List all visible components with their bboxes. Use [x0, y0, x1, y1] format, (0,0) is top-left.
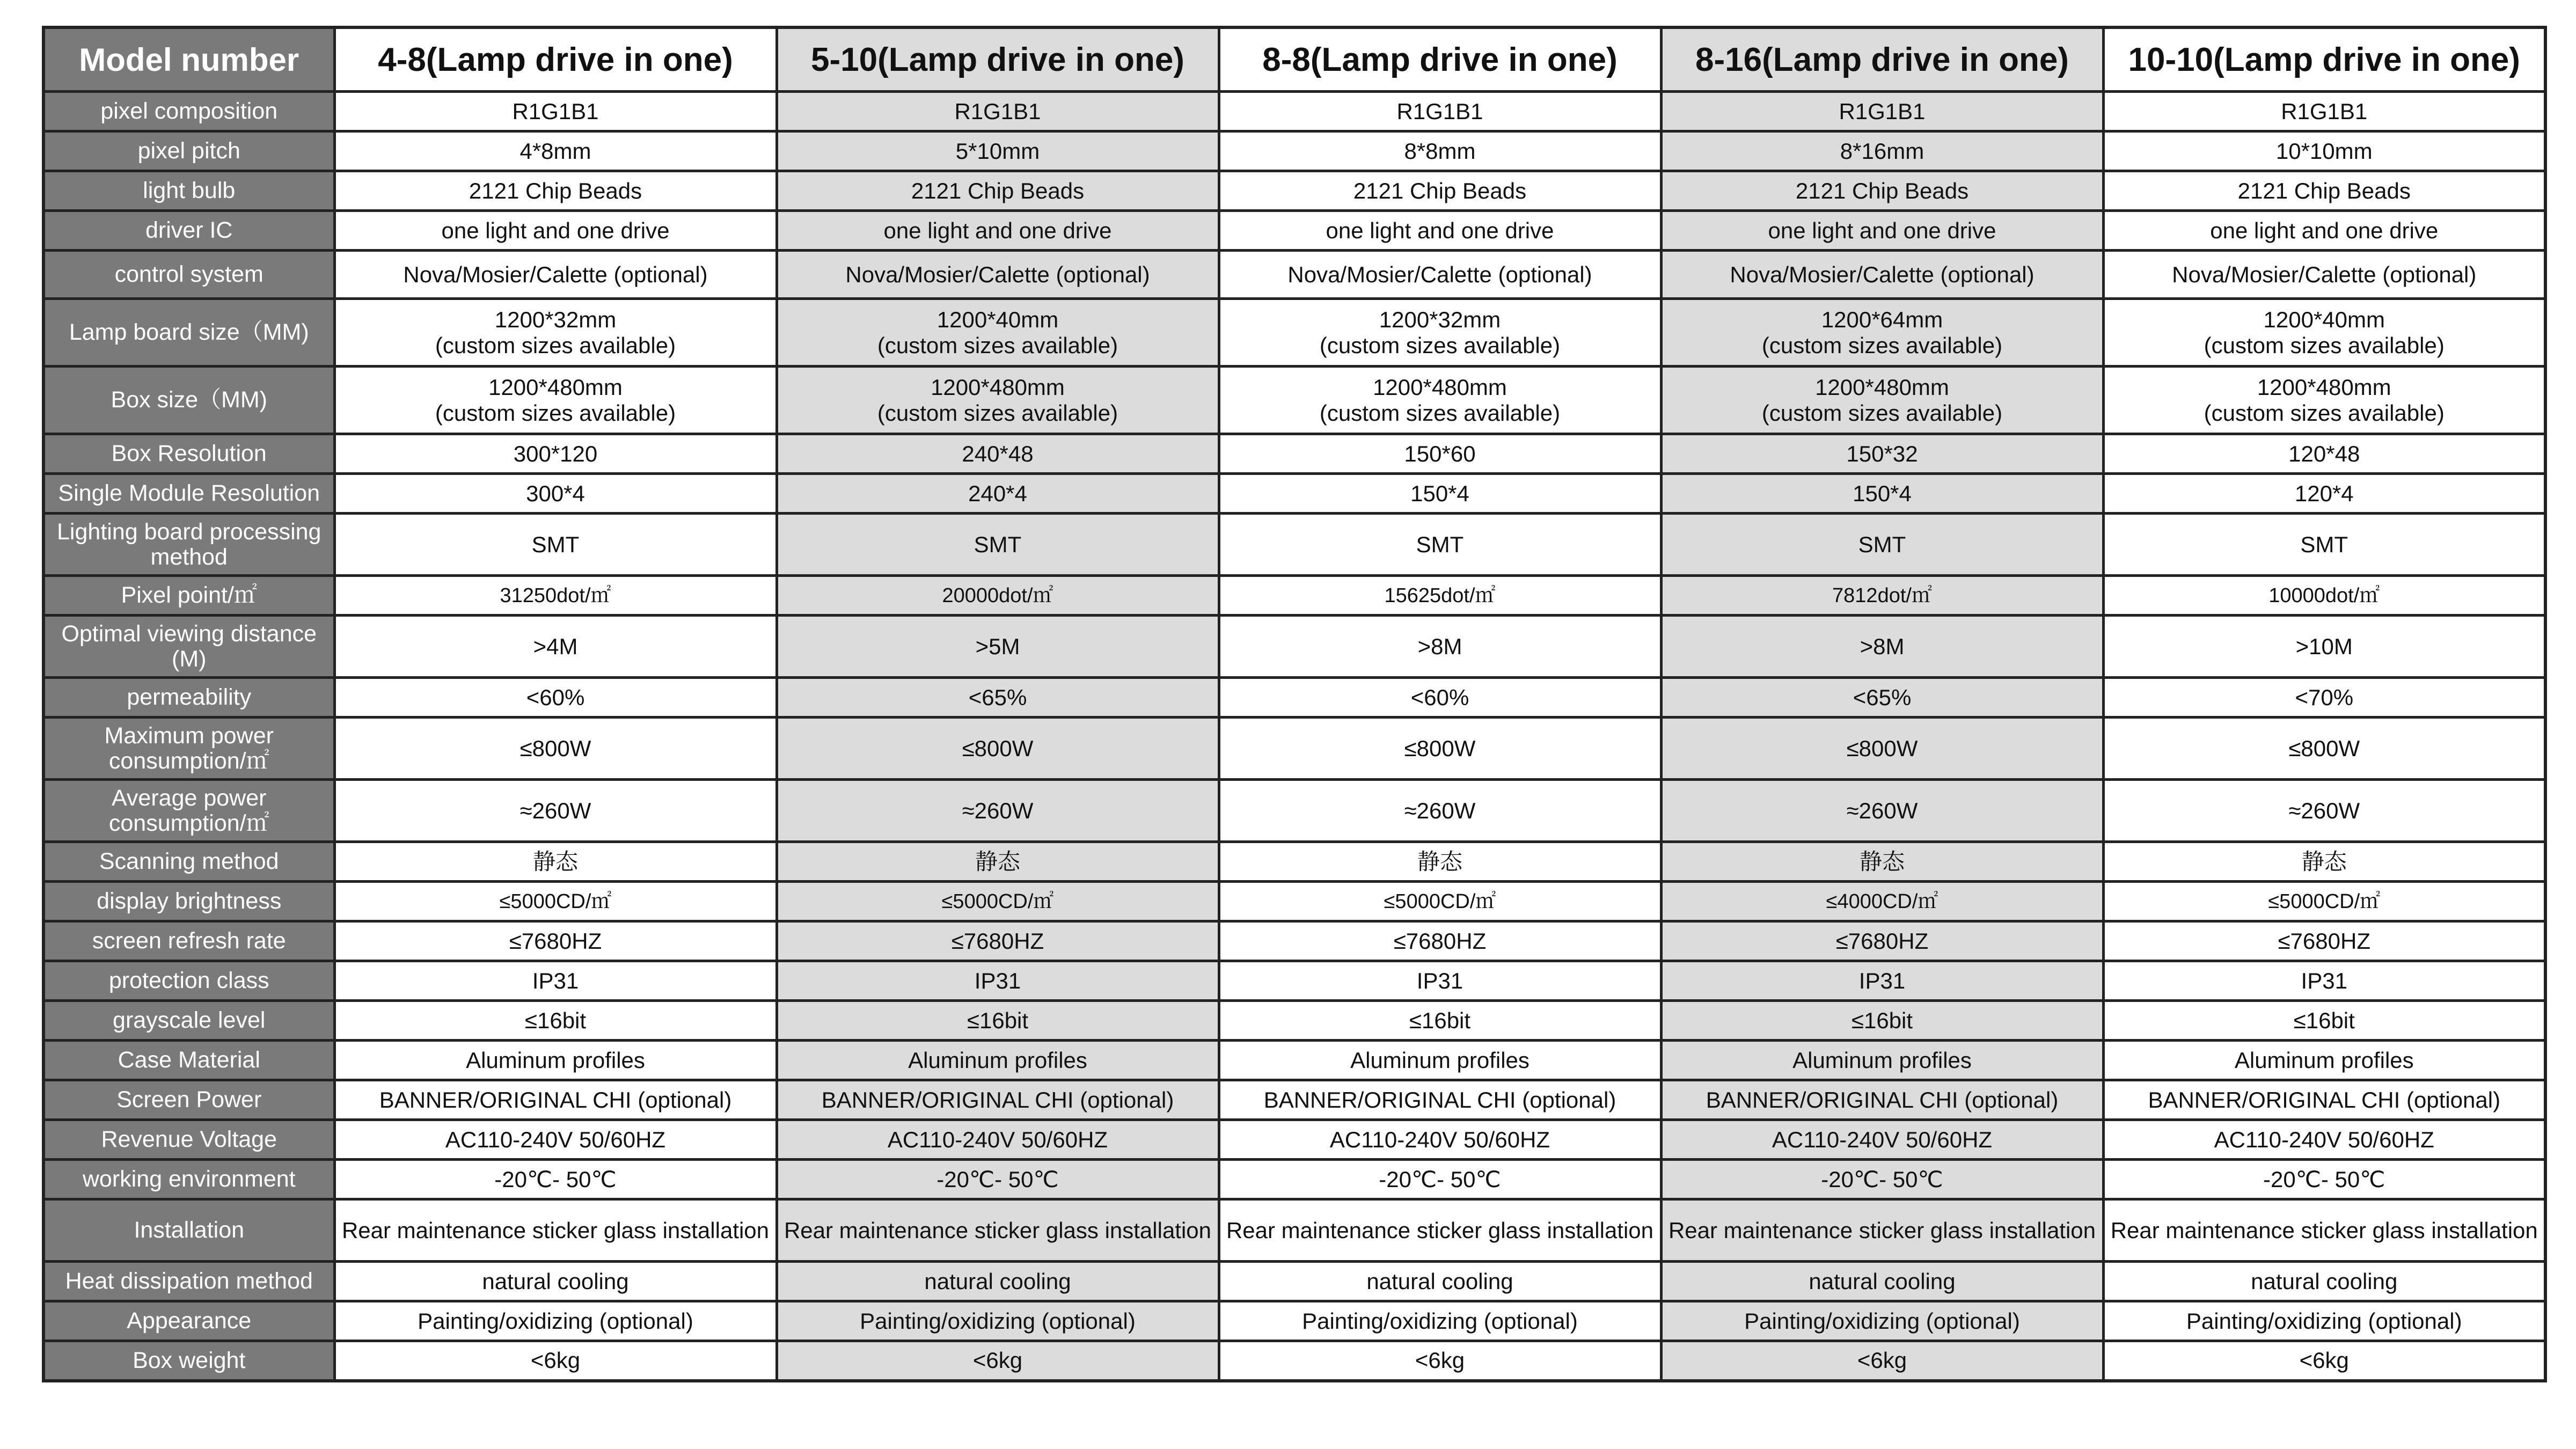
spec-cell: <65% [1661, 678, 2103, 718]
model-header: 8-16(Lamp drive in one) [1661, 27, 2103, 92]
row-label: Optimal viewing distance (M) [43, 616, 334, 678]
spec-row-average-power-consumption [43, 780, 2545, 842]
spec-cell: ≤16bit [334, 1001, 777, 1041]
spec-row-pixel-point [43, 576, 2545, 616]
spec-cell: ≤800W [334, 718, 777, 780]
spec-cell: IP31 [777, 961, 1219, 1001]
row-label: light bulb [43, 171, 334, 211]
spec-row-display-brightness [43, 882, 2545, 921]
spec-cell: 240*48 [777, 434, 1219, 474]
spec-cell: Rear maintenance sticker glass installation [777, 1199, 1219, 1262]
header-row [43, 27, 2545, 92]
spec-row-heat-dissipation-method [43, 1262, 2545, 1301]
row-label: Appearance [43, 1301, 334, 1341]
spec-cell: ≤5000CD/㎡ [334, 882, 777, 921]
model-header: 8-8(Lamp drive in one) [1219, 27, 1661, 92]
spec-cell: 7812dot/㎡ [1661, 576, 2103, 616]
spec-body [43, 92, 2545, 1381]
spec-cell: >10M [2103, 616, 2545, 678]
spec-cell-line: 1200*480mm [488, 374, 623, 400]
spec-cell: Rear maintenance sticker glass installation [1661, 1199, 2103, 1262]
row-label: Case Material [43, 1041, 334, 1080]
row-label: protection class [43, 961, 334, 1001]
spec-cell: 240*4 [777, 474, 1219, 514]
spec-cell: natural cooling [777, 1262, 1219, 1301]
row-label: grayscale level [43, 1001, 334, 1041]
spec-cell-line: (custom sizes available) [877, 332, 1118, 358]
row-label: permeability [43, 678, 334, 718]
spec-row-control-system [43, 251, 2545, 299]
spec-cell: Aluminum profiles [1661, 1041, 2103, 1080]
model-number-header: Model number [43, 27, 334, 92]
spec-cell: ≤16bit [1661, 1001, 2103, 1041]
row-label: Installation [43, 1199, 334, 1262]
spec-cell-line: (custom sizes available) [1761, 400, 2003, 426]
spec-cell: ≤7680HZ [334, 921, 777, 961]
spec-cell: 150*60 [1219, 434, 1661, 474]
spec-cell: SMT [334, 514, 777, 576]
spec-cell: IP31 [2103, 961, 2545, 1001]
row-label: Revenue Voltage [43, 1120, 334, 1160]
spec-cell: R1G1B1 [334, 92, 777, 131]
spec-cell: natural cooling [1219, 1262, 1661, 1301]
spec-cell-line: 1200*64mm [1821, 306, 1943, 332]
spec-cell-line: 1200*480mm [1815, 374, 1949, 400]
model-header: 4-8(Lamp drive in one) [334, 27, 777, 92]
spec-cell [334, 299, 777, 367]
spec-cell: Painting/oxidizing (optional) [1219, 1301, 1661, 1341]
spec-cell: ≤7680HZ [1219, 921, 1661, 961]
spec-row-screen-refresh-rate [43, 921, 2545, 961]
spec-cell: -20℃- 50℃ [777, 1160, 1219, 1199]
spec-cell: Painting/oxidizing (optional) [1661, 1301, 2103, 1341]
model-header: 5-10(Lamp drive in one) [777, 27, 1219, 92]
spec-cell: natural cooling [334, 1262, 777, 1301]
spec-cell: R1G1B1 [1661, 92, 2103, 131]
spec-cell [1661, 367, 2103, 434]
spec-cell [1219, 299, 1661, 367]
spec-cell: IP31 [1219, 961, 1661, 1001]
spec-cell: 2121 Chip Beads [777, 171, 1219, 211]
spec-cell-line: (custom sizes available) [1761, 332, 2003, 358]
spec-cell: one light and one drive [1661, 211, 2103, 251]
spec-cell: -20℃- 50℃ [1219, 1160, 1661, 1199]
spec-cell: ≤7680HZ [2103, 921, 2545, 961]
row-label: Heat dissipation method [43, 1262, 334, 1301]
spec-cell: IP31 [1661, 961, 2103, 1001]
spec-cell: ≤7680HZ [777, 921, 1219, 961]
spec-cell: <60% [1219, 678, 1661, 718]
spec-cell: 2121 Chip Beads [1661, 171, 2103, 211]
spec-cell: Aluminum profiles [2103, 1041, 2545, 1080]
row-label: Box Resolution [43, 434, 334, 474]
row-label: working environment [43, 1160, 334, 1199]
spec-cell: BANNER/ORIGINAL CHI (optional) [1661, 1080, 2103, 1120]
spec-cell: >5M [777, 616, 1219, 678]
spec-row-lighting-board-processing-method [43, 514, 2545, 576]
row-label: Lighting board processing method [43, 514, 334, 576]
spec-cell: BANNER/ORIGINAL CHI (optional) [1219, 1080, 1661, 1120]
spec-cell [2103, 367, 2545, 434]
spec-cell: ≤800W [2103, 718, 2545, 780]
spec-cell: AC110-240V 50/60HZ [1661, 1120, 2103, 1160]
spec-cell: natural cooling [2103, 1262, 2545, 1301]
row-label: pixel composition [43, 92, 334, 131]
spec-cell-line: 1200*32mm [494, 306, 617, 332]
row-label: control system [43, 251, 334, 299]
spec-cell: 150*32 [1661, 434, 2103, 474]
spec-cell: Rear maintenance sticker glass installation [334, 1199, 777, 1262]
spec-cell: <6kg [1219, 1341, 1661, 1381]
spec-row-installation [43, 1199, 2545, 1262]
spec-cell: Nova/Mosier/Calette (optional) [777, 251, 1219, 299]
spec-cell: natural cooling [1661, 1262, 2103, 1301]
spec-cell: <6kg [777, 1341, 1219, 1381]
spec-row-screen-power [43, 1080, 2545, 1120]
spec-cell: 20000dot/㎡ [777, 576, 1219, 616]
spec-cell: 静态 [777, 842, 1219, 882]
spec-cell: SMT [2103, 514, 2545, 576]
spec-row-driver-ic [43, 211, 2545, 251]
spec-cell: one light and one drive [2103, 211, 2545, 251]
spec-row-protection-class [43, 961, 2545, 1001]
spec-cell-line: 1200*40mm [936, 306, 1059, 332]
spec-cell: 300*4 [334, 474, 777, 514]
spec-row-scanning-method [43, 842, 2545, 882]
spec-cell [1661, 299, 2103, 367]
spec-row-case-material [43, 1041, 2545, 1080]
spec-cell: ≈260W [334, 780, 777, 842]
row-label: display brightness [43, 882, 334, 921]
spec-cell-line: (custom sizes available) [435, 400, 676, 426]
spec-table [42, 26, 2547, 1382]
spec-cell: 静态 [1219, 842, 1661, 882]
spec-cell: 300*120 [334, 434, 777, 474]
spec-cell-line: 1200*32mm [1379, 306, 1501, 332]
spec-cell-line: (custom sizes available) [2204, 332, 2445, 358]
spec-row-maximum-power-consumption [43, 718, 2545, 780]
spec-cell: ≤16bit [2103, 1001, 2545, 1041]
spec-cell: -20℃- 50℃ [1661, 1160, 2103, 1199]
spec-cell: <65% [777, 678, 1219, 718]
spec-cell: 150*4 [1661, 474, 2103, 514]
spec-cell [334, 367, 777, 434]
row-label: Lamp board size（MM) [43, 299, 334, 367]
spec-cell: >8M [1661, 616, 2103, 678]
row-label: Screen Power [43, 1080, 334, 1120]
spec-cell: ≤800W [1661, 718, 2103, 780]
spec-cell: one light and one drive [777, 211, 1219, 251]
spec-cell: 120*4 [2103, 474, 2545, 514]
spec-cell [1219, 367, 1661, 434]
spec-cell-line: 1200*480mm [931, 374, 1065, 400]
spec-cell: Aluminum profiles [777, 1041, 1219, 1080]
row-label: Box size（MM) [43, 367, 334, 434]
spec-cell: Rear maintenance sticker glass installation [2103, 1199, 2545, 1262]
spec-cell: Nova/Mosier/Calette (optional) [334, 251, 777, 299]
spec-cell: >4M [334, 616, 777, 678]
spec-cell: 8*16mm [1661, 131, 2103, 171]
spec-row-box-size-mm [43, 367, 2545, 434]
spec-cell: one light and one drive [1219, 211, 1661, 251]
spec-cell: R1G1B1 [2103, 92, 2545, 131]
spec-cell: BANNER/ORIGINAL CHI (optional) [2103, 1080, 2545, 1120]
spec-row-optimal-viewing-distance-m [43, 616, 2545, 678]
spec-cell-line: (custom sizes available) [877, 400, 1118, 426]
row-label: Maximum power consumption/㎡ [43, 718, 334, 780]
row-label: Pixel point/㎡ [43, 576, 334, 616]
spec-cell: 4*8mm [334, 131, 777, 171]
spec-cell: ≈260W [1661, 780, 2103, 842]
spec-cell: 静态 [334, 842, 777, 882]
spec-cell: AC110-240V 50/60HZ [2103, 1120, 2545, 1160]
spec-cell [777, 367, 1219, 434]
spec-cell: ≤5000CD/㎡ [1219, 882, 1661, 921]
spec-row-box-resolution [43, 434, 2545, 474]
spec-cell: Painting/oxidizing (optional) [2103, 1301, 2545, 1341]
spec-cell: Nova/Mosier/Calette (optional) [2103, 251, 2545, 299]
spec-row-lamp-board-size-mm [43, 299, 2545, 367]
spec-cell: >8M [1219, 616, 1661, 678]
spec-row-pixel-pitch [43, 131, 2545, 171]
spec-cell [777, 299, 1219, 367]
spec-cell: <70% [2103, 678, 2545, 718]
spec-cell: SMT [777, 514, 1219, 576]
row-label: Average power consumption/㎡ [43, 780, 334, 842]
spec-cell: ≤5000CD/㎡ [2103, 882, 2545, 921]
spec-cell: ≈260W [2103, 780, 2545, 842]
spec-cell: Rear maintenance sticker glass installation [1219, 1199, 1661, 1262]
spec-cell: -20℃- 50℃ [334, 1160, 777, 1199]
spec-cell: 15625dot/㎡ [1219, 576, 1661, 616]
spec-row-appearance [43, 1301, 2545, 1341]
spec-cell: 120*48 [2103, 434, 2545, 474]
spec-cell: SMT [1661, 514, 2103, 576]
spec-cell-line: 1200*40mm [2263, 306, 2385, 332]
spec-row-working-environment [43, 1160, 2545, 1199]
row-label: screen refresh rate [43, 921, 334, 961]
spec-cell-line: (custom sizes available) [1319, 400, 1561, 426]
spec-cell: IP31 [334, 961, 777, 1001]
spec-cell-line: (custom sizes available) [435, 332, 676, 358]
spec-cell-line: 1200*480mm [2257, 374, 2391, 400]
spec-cell: ≤7680HZ [1661, 921, 2103, 961]
spec-cell: Nova/Mosier/Calette (optional) [1661, 251, 2103, 299]
spec-cell: Painting/oxidizing (optional) [334, 1301, 777, 1341]
spec-cell: ≤16bit [777, 1001, 1219, 1041]
spec-cell: SMT [1219, 514, 1661, 576]
spec-cell: AC110-240V 50/60HZ [777, 1120, 1219, 1160]
spec-cell [2103, 299, 2545, 367]
spec-row-single-module-resolution [43, 474, 2545, 514]
row-label: driver IC [43, 211, 334, 251]
spec-cell: 31250dot/㎡ [334, 576, 777, 616]
spec-cell: 5*10mm [777, 131, 1219, 171]
spec-cell: <6kg [1661, 1341, 2103, 1381]
spec-cell: BANNER/ORIGINAL CHI (optional) [334, 1080, 777, 1120]
spec-cell: 静态 [2103, 842, 2545, 882]
spec-cell: ≤800W [1219, 718, 1661, 780]
spec-cell: <6kg [2103, 1341, 2545, 1381]
spec-cell: Aluminum profiles [334, 1041, 777, 1080]
spec-cell: -20℃- 50℃ [2103, 1160, 2545, 1199]
spec-cell: R1G1B1 [777, 92, 1219, 131]
spec-cell: 静态 [1661, 842, 2103, 882]
spec-cell: Aluminum profiles [1219, 1041, 1661, 1080]
spec-cell: BANNER/ORIGINAL CHI (optional) [777, 1080, 1219, 1120]
spec-cell: ≤800W [777, 718, 1219, 780]
spec-cell: AC110-240V 50/60HZ [1219, 1120, 1661, 1160]
spec-cell-line: 1200*480mm [1373, 374, 1507, 400]
row-label: Box weight [43, 1341, 334, 1381]
row-label: Single Module Resolution [43, 474, 334, 514]
spec-cell-line: (custom sizes available) [2204, 400, 2445, 426]
spec-cell: Nova/Mosier/Calette (optional) [1219, 251, 1661, 299]
spec-cell: AC110-240V 50/60HZ [334, 1120, 777, 1160]
spec-cell: ≈260W [777, 780, 1219, 842]
spec-cell: <6kg [334, 1341, 777, 1381]
spec-row-permeability [43, 678, 2545, 718]
spec-cell: 2121 Chip Beads [1219, 171, 1661, 211]
spec-cell: 2121 Chip Beads [334, 171, 777, 211]
spec-row-pixel-composition [43, 92, 2545, 131]
spec-cell: 10000dot/㎡ [2103, 576, 2545, 616]
model-header: 10-10(Lamp drive in one) [2103, 27, 2545, 92]
spec-cell: R1G1B1 [1219, 92, 1661, 131]
spec-cell: ≈260W [1219, 780, 1661, 842]
spec-cell: 150*4 [1219, 474, 1661, 514]
spec-cell: 10*10mm [2103, 131, 2545, 171]
row-label: pixel pitch [43, 131, 334, 171]
spec-cell: ≤16bit [1219, 1001, 1661, 1041]
spec-cell: <60% [334, 678, 777, 718]
spec-cell: one light and one drive [334, 211, 777, 251]
spec-row-revenue-voltage [43, 1120, 2545, 1160]
spec-cell: ≤4000CD/㎡ [1661, 882, 2103, 921]
spec-cell: 8*8mm [1219, 131, 1661, 171]
row-label: Scanning method [43, 842, 334, 882]
spec-row-box-weight [43, 1341, 2545, 1381]
spec-cell: Painting/oxidizing (optional) [777, 1301, 1219, 1341]
spec-row-grayscale-level [43, 1001, 2545, 1041]
spec-cell: 2121 Chip Beads [2103, 171, 2545, 211]
spec-cell-line: (custom sizes available) [1319, 332, 1561, 358]
spec-cell: ≤5000CD/㎡ [777, 882, 1219, 921]
spec-row-light-bulb [43, 171, 2545, 211]
